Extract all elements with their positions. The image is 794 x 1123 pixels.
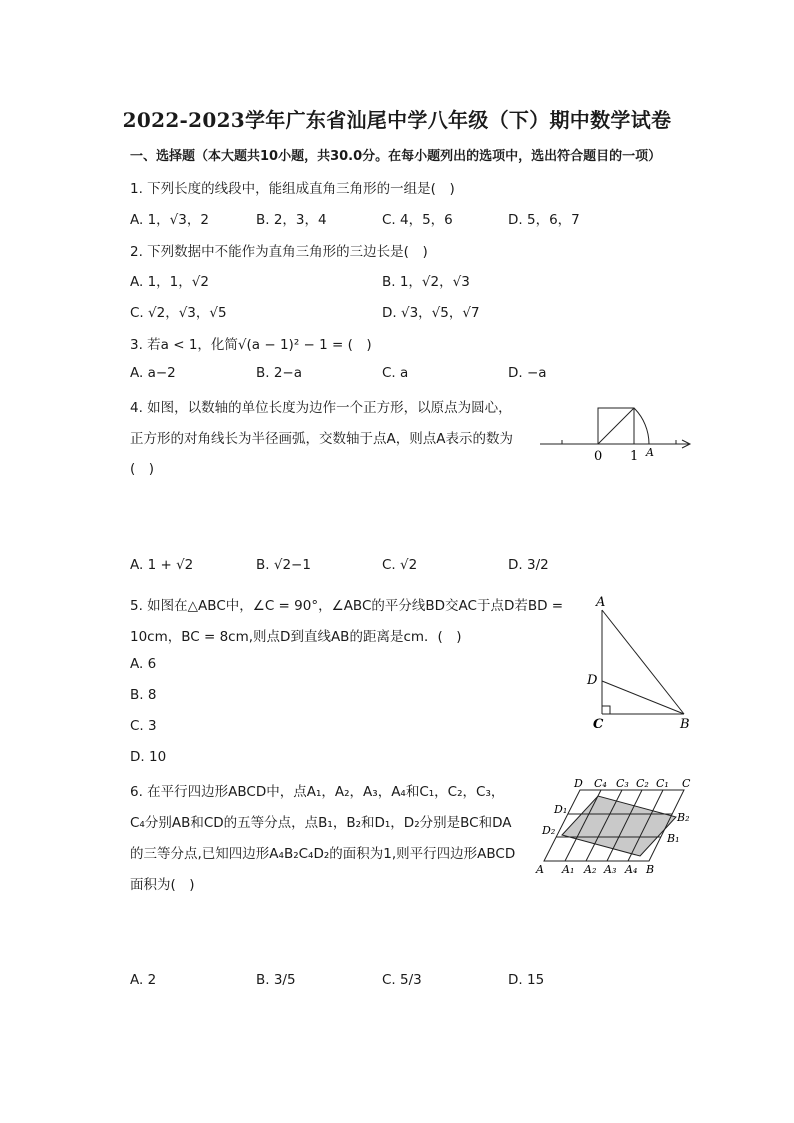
question-4-stem-line-2: 正方形的对角线长为半径画弧，交数轴于点A，则点A表示的数为 xyxy=(130,431,513,447)
q1-option-b: B. 2，3，4 xyxy=(256,212,327,228)
q2-option-d: D. √3，√5，√7 xyxy=(382,305,480,321)
q2-option-b: B. 1，√2，√3 xyxy=(382,274,470,290)
q5-option-d: D. 10 xyxy=(130,749,167,765)
bisector-bd xyxy=(602,681,684,714)
label-a1: A₁ xyxy=(562,863,575,876)
label-a2: A₂ xyxy=(584,863,597,876)
q5-option-b: B. 8 xyxy=(130,687,157,703)
q4-option-a: A. 1 + √2 xyxy=(130,557,194,573)
q3-option-a: A. a−2 xyxy=(130,365,176,381)
q1-option-c: C. 4，5，6 xyxy=(382,212,453,228)
q3-option-d: D. −a xyxy=(508,365,547,381)
label-c4: C₄ xyxy=(594,777,607,790)
parallelogram-figure xyxy=(532,776,696,876)
page-title: 2022-2023学年广东省汕尾中学八年级（下）期中数学试卷 xyxy=(122,108,672,132)
label-c3: C₃ xyxy=(616,777,629,790)
q6-option-b: B. 3/5 xyxy=(256,972,296,988)
label-d1: D₁ xyxy=(554,803,568,816)
label-c2: C₂ xyxy=(636,777,649,790)
label-a: A xyxy=(536,863,544,876)
q2-option-c: C. √2，√3，√5 xyxy=(130,305,227,321)
label-d2: D₂ xyxy=(542,824,556,837)
question-6-stem-line-1: 6. 在平行四边形ABCD中，点A₁，A₂，A₃，A₄和C₁，C₂，C₃， xyxy=(130,784,505,800)
label-origin: 0 xyxy=(594,449,603,464)
label-vertex-a: A xyxy=(596,595,606,610)
side-ab xyxy=(602,610,684,714)
q6-option-c: C. 5/3 xyxy=(382,972,422,988)
question-6-stem-line-4: 面积为( ) xyxy=(130,877,195,893)
triangle-abc-figure xyxy=(584,592,696,734)
label-vertex-b: B xyxy=(680,717,690,732)
question-6-stem-line-3: 的三等分点,已知四边形A₄B₂C₄D₂的面积为1,则平行四边形ABCD xyxy=(130,846,516,862)
label-c: C xyxy=(682,777,691,790)
q3-option-c: C. a xyxy=(382,365,409,381)
label-point-a: A xyxy=(646,446,654,459)
shaded-quadrilateral xyxy=(562,796,676,856)
square-diagonal xyxy=(598,408,634,444)
label-point-d: D xyxy=(587,673,598,688)
q4-option-c: C. √2 xyxy=(382,557,418,573)
label-vertex-c: C xyxy=(593,717,604,732)
q4-option-d: D. 3/2 xyxy=(508,557,549,573)
q1-option-a: A. 1，√3，2 xyxy=(130,212,209,228)
q6-option-a: A. 2 xyxy=(130,972,157,988)
question-1-stem: 1. 下列长度的线段中，能组成直角三角形的一组是( ) xyxy=(130,181,455,197)
question-6-stem-line-2: C₄分别AB和CD的五等分点，点B₁，B₂和D₁，D₂分别是BC和DA xyxy=(130,815,512,831)
label-a3: A₃ xyxy=(604,863,617,876)
label-a4: A₄ xyxy=(625,863,638,876)
question-5-stem-line-2: 10cm，BC = 8cm,则点D到直线AB的距离是cm．( ) xyxy=(130,629,462,645)
q6-option-d: D. 15 xyxy=(508,972,545,988)
question-4-stem-line-3: ( ) xyxy=(130,461,155,477)
label-b2: B₂ xyxy=(677,811,690,824)
number-line-figure xyxy=(536,400,692,466)
label-d: D xyxy=(574,777,583,790)
section-heading: 一、选择题（本大题共10小题，共30.0分。在每小题列出的选项中，选出符合题目的一项） xyxy=(130,149,662,164)
question-5-stem-line-1: 5. 如图在△ABC中，∠C = 90°，∠ABC的平分线BD交AC于点D若BD = xyxy=(130,598,564,614)
question-2-stem: 2. 下列数据中不能作为直角三角形的三边长是( ) xyxy=(130,244,428,260)
label-c1: C₁ xyxy=(656,777,669,790)
q2-option-a: A. 1，1，√2 xyxy=(130,274,209,290)
arc xyxy=(634,408,649,444)
q5-option-a: A. 6 xyxy=(130,656,157,672)
q1-option-d: D. 5，6，7 xyxy=(508,212,580,228)
label-b: B xyxy=(646,863,655,876)
right-angle-mark xyxy=(602,706,610,714)
question-4-stem-line-1: 4. 如图，以数轴的单位长度为边作一个正方形，以原点为圆心， xyxy=(130,400,512,416)
label-one: 1 xyxy=(630,449,639,464)
q4-option-b: B. √2−1 xyxy=(256,557,311,573)
label-b1: B₁ xyxy=(667,832,680,845)
q3-option-b: B. 2−a xyxy=(256,365,303,381)
question-3-stem: 3. 若a < 1，化简√(a − 1)² − 1 = ( ) xyxy=(130,337,372,353)
q5-option-c: C. 3 xyxy=(130,718,157,734)
